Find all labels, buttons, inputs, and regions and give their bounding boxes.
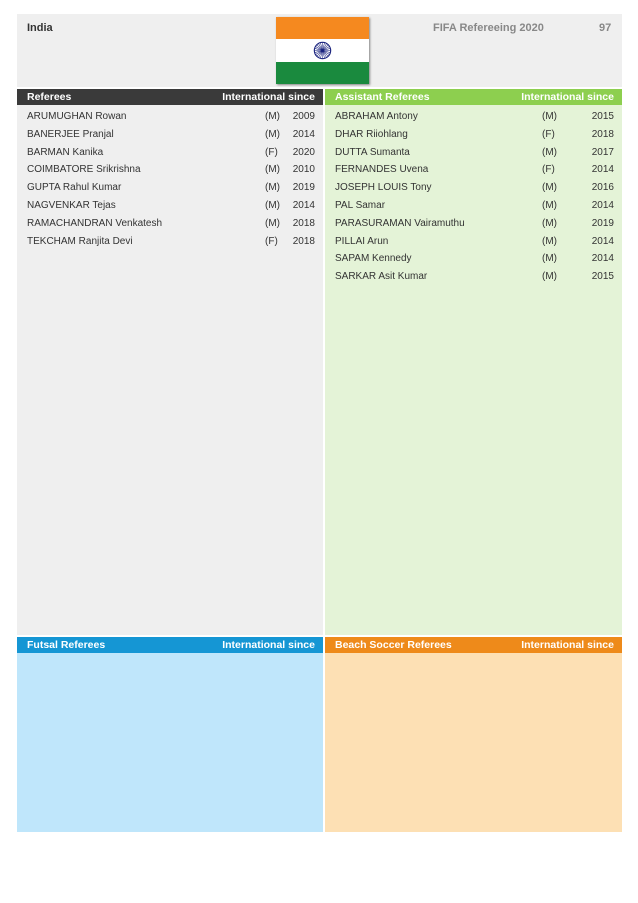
referees-since-label: International since (222, 91, 315, 103)
assistant-referees-since-label: International since (521, 91, 614, 103)
official-name: FERNANDES Uvena (335, 164, 429, 176)
official-name: SARKAR Asit Kumar (335, 271, 428, 283)
official-year: 2015 (591, 111, 614, 122)
official-gender: (M) (265, 128, 280, 140)
flag-green-band (276, 62, 369, 84)
futsal-referees-title: Futsal Referees (27, 639, 106, 651)
list-row (17, 144, 323, 162)
official-gender: (M) (265, 164, 280, 176)
list-row (325, 215, 622, 233)
official-name: DHAR Riiohlang (335, 128, 408, 140)
list-row (325, 126, 622, 144)
official-year: 2016 (591, 182, 614, 194)
list-row (325, 161, 622, 179)
referees-panel (17, 89, 323, 635)
official-year: 2014 (591, 164, 614, 176)
official-gender: (M) (542, 217, 557, 229)
official-name: ARUMUGHAN Rowan (27, 111, 127, 122)
official-year: 2017 (591, 146, 614, 158)
ashoka-chakra-icon (313, 41, 332, 60)
official-year: 2014 (292, 128, 315, 140)
official-gender: (F) (542, 128, 555, 140)
list-row (17, 197, 323, 215)
official-name: BANERJEE Pranjal (27, 128, 114, 140)
official-gender: (M) (542, 182, 557, 194)
official-gender: (M) (265, 111, 280, 122)
official-year: 2018 (292, 235, 315, 247)
official-year: 2015 (591, 271, 614, 283)
publication-title: FIFA Refereeing 2020 (433, 22, 544, 34)
official-year: 2010 (292, 164, 315, 176)
list-row (325, 250, 622, 268)
official-name: TEKCHAM Ranjita Devi (27, 235, 133, 247)
futsal-referees-since-label: International since (222, 639, 315, 651)
official-gender: (M) (265, 200, 280, 211)
futsal-referees-panel (17, 637, 323, 832)
official-gender: (M) (265, 182, 280, 194)
referees-header (17, 89, 323, 105)
list-row (17, 233, 323, 251)
official-year: 2020 (292, 146, 315, 158)
official-gender: (F) (542, 164, 555, 176)
official-year: 2009 (292, 111, 315, 122)
assistant-referees-list (325, 105, 622, 635)
flag-white-band (276, 39, 369, 61)
list-row (17, 108, 323, 126)
official-name: GUPTA Rahul Kumar (27, 182, 122, 194)
official-name: PILLAI Arun (335, 235, 389, 247)
list-row (325, 144, 622, 162)
page-header (17, 14, 622, 87)
list-row (325, 233, 622, 251)
official-gender: (M) (542, 253, 557, 265)
official-year: 2014 (292, 200, 315, 211)
list-row (17, 126, 323, 144)
assistant-referees-panel (325, 89, 622, 635)
official-name: DUTTA Sumanta (335, 146, 410, 158)
list-row (17, 215, 323, 233)
beach-soccer-referees-list (325, 653, 622, 832)
list-row (325, 268, 622, 286)
official-year: 2018 (591, 128, 614, 140)
futsal-referees-header (17, 637, 323, 653)
official-name: SAPAM Kennedy (335, 253, 412, 265)
official-year: 2019 (292, 182, 315, 194)
official-gender: (F) (265, 146, 278, 158)
official-name: PARASURAMAN Vairamuthu (335, 217, 465, 229)
official-gender: (M) (542, 271, 557, 283)
flag-saffron-band (276, 17, 369, 39)
official-name: ABRAHAM Antony (335, 111, 418, 122)
official-year: 2018 (292, 217, 315, 229)
official-year: 2014 (591, 200, 614, 211)
official-year: 2014 (591, 253, 614, 265)
official-gender: (M) (542, 111, 557, 122)
beach-soccer-referees-panel (325, 637, 622, 832)
referees-list (17, 105, 323, 635)
futsal-referees-list (17, 653, 323, 832)
official-gender: (M) (542, 200, 557, 211)
beach-soccer-referees-since-label: International since (521, 639, 614, 651)
official-name: NAGVENKAR Tejas (27, 200, 116, 211)
list-row (325, 179, 622, 197)
official-year: 2014 (591, 235, 614, 247)
assistant-referees-header (325, 89, 622, 105)
official-gender: (M) (542, 146, 557, 158)
beach-soccer-referees-header (325, 637, 622, 653)
list-row (325, 108, 622, 126)
referees-title: Referees (27, 91, 72, 103)
list-row (325, 197, 622, 215)
list-row (17, 161, 323, 179)
assistant-referees-title: Assistant Referees (335, 91, 430, 103)
official-name: COIMBATORE Srikrishna (27, 164, 141, 176)
official-gender: (F) (265, 235, 278, 247)
official-gender: (M) (542, 235, 557, 247)
official-year: 2019 (591, 217, 614, 229)
india-flag (276, 17, 369, 84)
official-name: RAMACHANDRAN Venkatesh (27, 217, 163, 229)
list-row (17, 179, 323, 197)
beach-soccer-referees-title: Beach Soccer Referees (335, 639, 452, 651)
official-name: BARMAN Kanika (27, 146, 104, 158)
official-name: PAL Samar (335, 200, 386, 211)
official-gender: (M) (265, 217, 280, 229)
official-name: JOSEPH LOUIS Tony (335, 182, 432, 194)
page-number: 97 (599, 22, 612, 34)
country-name: India (27, 22, 53, 34)
